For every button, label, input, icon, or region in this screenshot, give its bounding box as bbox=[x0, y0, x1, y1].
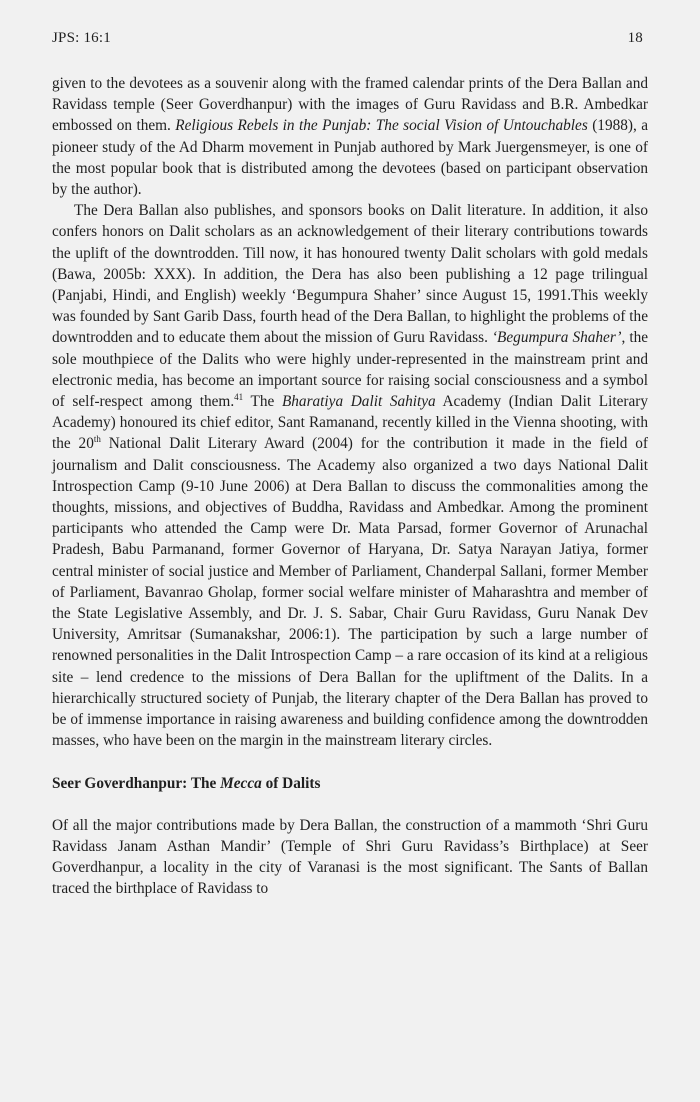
paragraph-1-text-continued: (1988), a pioneer study of the Ad Dharm movement in Punjab authored by Mark Juergensmeyer, is one of the most popular book that is distributed among the devotees (based on participant observation by the author). bbox=[52, 117, 649, 199]
paragraph-1-text: given to the devotees as a souvenir along with the framed calendar prints of the Dera Ballan and Ravidass temple (Seer Goverdhanpur) with the images of Guru Ravidass and B.R. Ambedkar embossed on them. bbox=[52, 75, 648, 135]
footnote-marker: 41 bbox=[234, 392, 244, 403]
newspaper-title: ‘Begumpura Shaher’ bbox=[491, 329, 622, 347]
section-heading bbox=[52, 773, 648, 794]
academy-name: Bharatiya Dalit Sahitya bbox=[281, 393, 436, 411]
paragraph-2-text-d: Academy (Indian Dalit Literary Academy) honoured its chief editor, Sant Ramanand, recently killed in the Vienna shooting, with the 20 bbox=[52, 393, 648, 453]
paragraph-3-text: Of all the major contributions made by Dera Ballan, the construction of a mammoth ‘Shri Guru Ravidass Janam Asthan Mandir’ (Temple of Shri Guru Ravidass’s Birthplace) at Seer Goverdhanpur, a locality in the city of Varanasi is the most significant. The Sants of Ballan traced the birthplace of Ravidass to bbox=[52, 816, 648, 898]
paragraph-2-text: The Dera Ballan also publishes, and sponsors books on Dalit literature. In addition, it also confers honors on Dalit scholars as an acknowledgement of their literary contributions towards the uplift of the downtrodden. Till now, it has honoured twenty Dalit scholars with gold medals (Bawa, 2005b: XXX). In addition, the Dera has also been publishing a 12 page trilingual (Panjabi, Hindi, and English) weekly ‘Begumpura Shaher’ since August 15, 1991.This weekly was founded by Sant Garib Dass, fourth head of the Dera Ballan, to highlight the problems of the downtrodden and to educate them about the mission of Guru Ravidass. bbox=[52, 202, 648, 347]
paragraph-2-text-c: The bbox=[243, 393, 282, 411]
article-body bbox=[52, 73, 648, 900]
paragraph-2-text-b: , the sole mouthpiece of the Dalits who were highly under-represented in the mainstream print and electronic media, has become an important source for raising social consciousness and a symbol of self-respect among them. bbox=[52, 329, 649, 411]
journal-label: JPS: 16:1 bbox=[52, 30, 111, 46]
paragraph-1 bbox=[52, 73, 648, 200]
section-heading-text: Seer Goverdhanpur: The bbox=[52, 774, 221, 792]
ordinal-superscript: th bbox=[93, 434, 101, 445]
paragraph-2 bbox=[52, 200, 648, 751]
page-number: 18 bbox=[627, 30, 643, 46]
section-heading-text-end: of Dalits bbox=[261, 774, 321, 792]
paragraph-3 bbox=[52, 815, 648, 900]
book-title: Religious Rebels in the Punjab: The social Vision of Untouchables bbox=[175, 117, 588, 135]
running-header bbox=[52, 30, 643, 47]
section-heading-italic: Mecca bbox=[220, 774, 262, 792]
paragraph-2-text-e: National Dalit Literary Award (2004) for the contribution it made in the field of journalism and Dalit consciousness. The Academy also organized a two days National Dalit Introspection Camp (9-10 June 2006) at Dera Ballan to discuss the commonalities among the thoughts, missions, and objectives of Buddha, Ravidass and Ambedkar. Among the prominent participants who attended the Camp were Dr. Mata Parsad, former Governor of Arunachal Pradesh, Babu Parmanand, former Governor of Haryana, Dr. Satya Narayan Jatiya, former central minister of social justice and Member of Parliament, Chanderpal Sallani, former Member of Parliament, Bavanrao Gholap, former social welfare minister of Maharashtra and member of the State Legislative Assembly, and Dr. J. S. Sabar, Chair Guru Ravidass, Guru Nanak Dev University, Amritsar (Sumanakshar, 2006:1). The participation by such a large number of renowned personalities in the Dalit Introspection Camp – a rare occasion of its kind at a religious site – lend credence to the missions of Dera Ballan for the upliftment of the Dalits. In a hierarchically structured society of Punjab, the literary chapter of the Dera Ballan has proved to be of immense importance in raising awareness and building confidence among the downtrodden masses, who have been on the margin in the mainstream literary circles. bbox=[52, 435, 648, 750]
